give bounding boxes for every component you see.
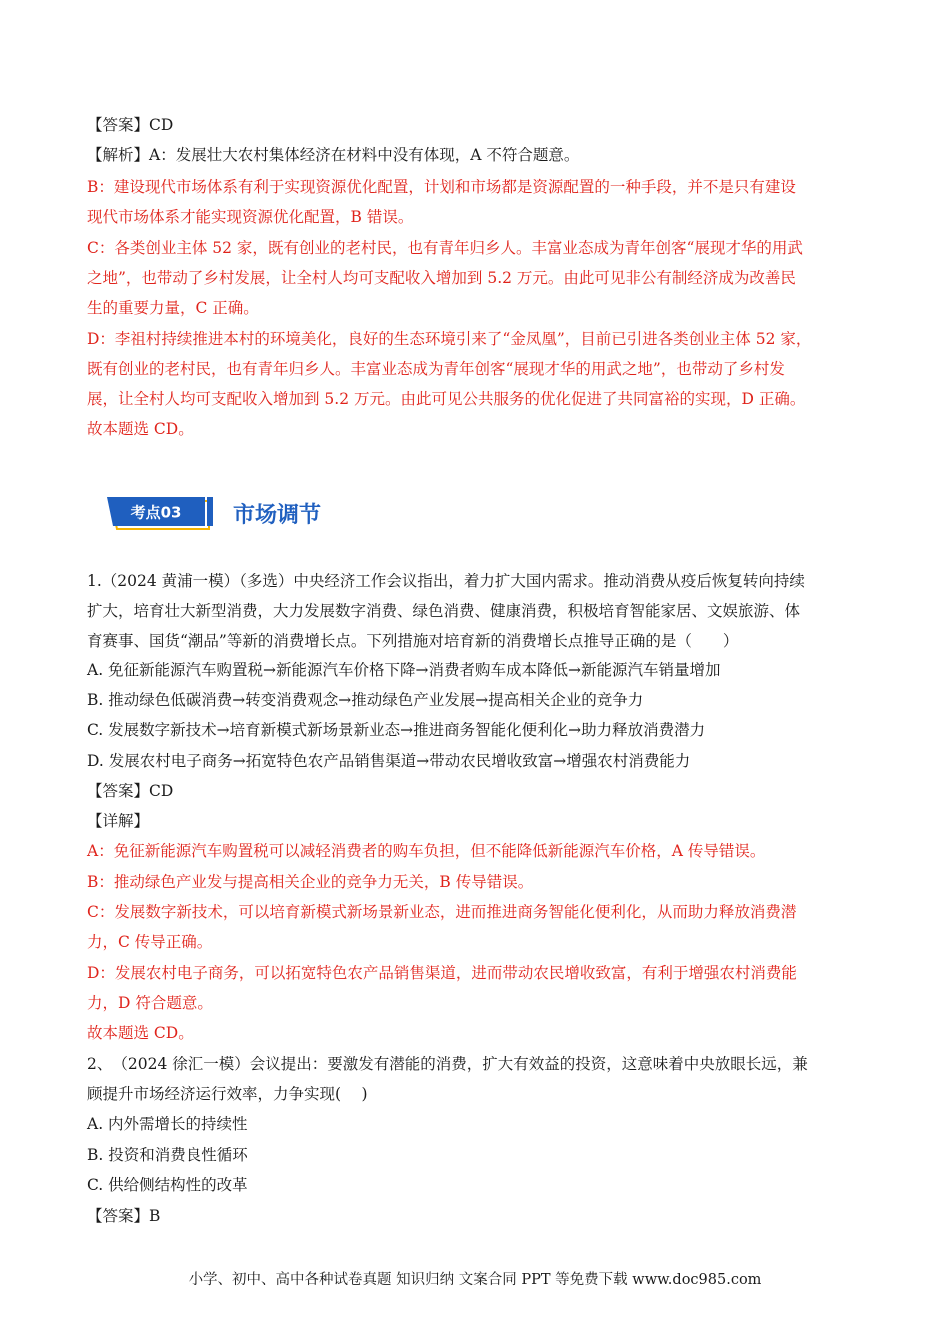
answer-label: 【答案】CD xyxy=(87,116,174,134)
analysis-c-line2: 之地”，也带动了乡村发展，让全村人均可支配收入增加到 5.2 万元。由此可见非公有制经济成为改善民 xyxy=(87,269,796,287)
analysis-d-line3: 展，让全村人均可支配收入增加到 5.2 万元。由此可见公共服务的优化促进了共同富裕的实现，D 正确。 xyxy=(87,390,806,408)
q2-stem-line1: 2、 （2024 徐汇一模）会议提出：要激发有潜能的消费，扩大有效益的投资，这意味着中央放眼长远，兼 xyxy=(87,1055,808,1073)
analysis-c-line3: 生的重要力量，C 正确。 xyxy=(87,299,259,317)
q1-option-c: C. 发展数字新技术→培育新模式新场景新业态→推进商务智能化便利化→助力释放消费潜力 xyxy=(87,721,706,739)
analysis-d-line2: 既有创业的老村民，也有青年归乡人。丰富业态成为青年创客“展现才华的用武之地”，也带动了乡村发 xyxy=(87,360,785,378)
analysis-b-line2: 现代市场体系才能实现资源优化配置，B 错误。 xyxy=(87,208,414,226)
q1-detail-label: 【详解】 xyxy=(87,812,150,830)
q1-stem-line2: 扩大，培育壮大新型消费，大力发展数字消费、绿色消费、健康消费，积极培育智能家居、文娱旅游、体 xyxy=(87,602,801,620)
q1-option-b: B. 推动绿色低碳消费→转变消费观念→推动绿色产业发展→提高相关企业的竞争力 xyxy=(87,691,644,709)
q1-answer: 【答案】CD xyxy=(87,782,174,800)
q1-explain-c-line2: 力，C 传导正确。 xyxy=(87,933,213,951)
section-heading xyxy=(105,494,505,538)
section-title: 市场调节 xyxy=(233,503,322,528)
analysis-b-line1: B：建设现代市场体系有利于实现资源优化配置，计划和市场都是资源配置的一种手段，并不是只有建设 xyxy=(87,178,796,196)
q1-conclusion: 故本题选 CD。 xyxy=(87,1024,194,1042)
section-badge-label: 考点03 xyxy=(130,503,182,522)
q1-option-d: D. 发展农村电子商务→拓宽特色农产品销售渠道→带动农民增收致富→增强农村消费能力 xyxy=(87,752,691,770)
q1-option-a: A. 免征新能源汽车购置税→新能源汽车价格下降→消费者购车成本降低→新能源汽车销量增加 xyxy=(87,661,721,679)
q1-stem-line1: 1.（2024 黄浦一模）（多选）中央经济工作会议指出，着力扩大国内需求。推动消费从疫后恢复转向持续 xyxy=(87,572,805,590)
q1-explain-d-line1: D：发展农村电子商务，可以拓宽特色农产品销售渠道，进而带动农民增收致富，有利于增强农村消费能 xyxy=(87,964,797,982)
q1-explain-d-line2: 力，D 符合题意。 xyxy=(87,994,213,1012)
page-footer: 小学、初中、高中各种试卷真题 知识归纳 文案合同 PPT 等免费下载 www.doc985.com xyxy=(188,1272,762,1288)
q1-explain-a: A：免征新能源汽车购置税可以减轻消费者的购车负担，但不能降低新能源汽车价格，A 传导错误。 xyxy=(87,842,766,860)
analysis-d-line1: D：李祖村持续推进本村的环境美化，良好的生态环境引来了“金凤凰”，目前已引进各类创业主体 52 家， xyxy=(87,330,812,348)
section-badge-icon xyxy=(105,497,215,533)
q1-explain-c-line1: C：发展数字新技术，可以培育新模式新场景新业态，进而推进商务智能化便利化，从而助力释放消费潜 xyxy=(87,903,797,921)
q1-stem-line3: 育赛事、国货“潮品”等新的消费增长点。下列措施对培育新的消费增长点推导正确的是（ ） xyxy=(87,632,739,650)
q2-option-a: A. 内外需增长的持续性 xyxy=(87,1115,248,1133)
q2-option-b: B. 投资和消费良性循环 xyxy=(87,1146,248,1164)
q1-explain-b: B：推动绿色产业发与提高相关企业的竞争力无关，B 传导错误。 xyxy=(87,873,534,891)
analysis-a: 【解析】A：发展壮大农村集体经济在材料中没有体现，A 不符合题意。 xyxy=(87,146,580,164)
analysis-c-line1: C：各类创业主体 52 家，既有创业的老村民，也有青年归乡人。丰富业态成为青年创客“展现才华的用武 xyxy=(87,239,803,257)
q2-option-c: C. 供给侧结构性的改革 xyxy=(87,1176,248,1194)
q2-answer: 【答案】B xyxy=(87,1207,161,1225)
conclusion-1: 故本题选 CD。 xyxy=(87,420,194,438)
q2-stem-line2: 顾提升市场经济运行效率，力争实现( ) xyxy=(87,1085,368,1103)
